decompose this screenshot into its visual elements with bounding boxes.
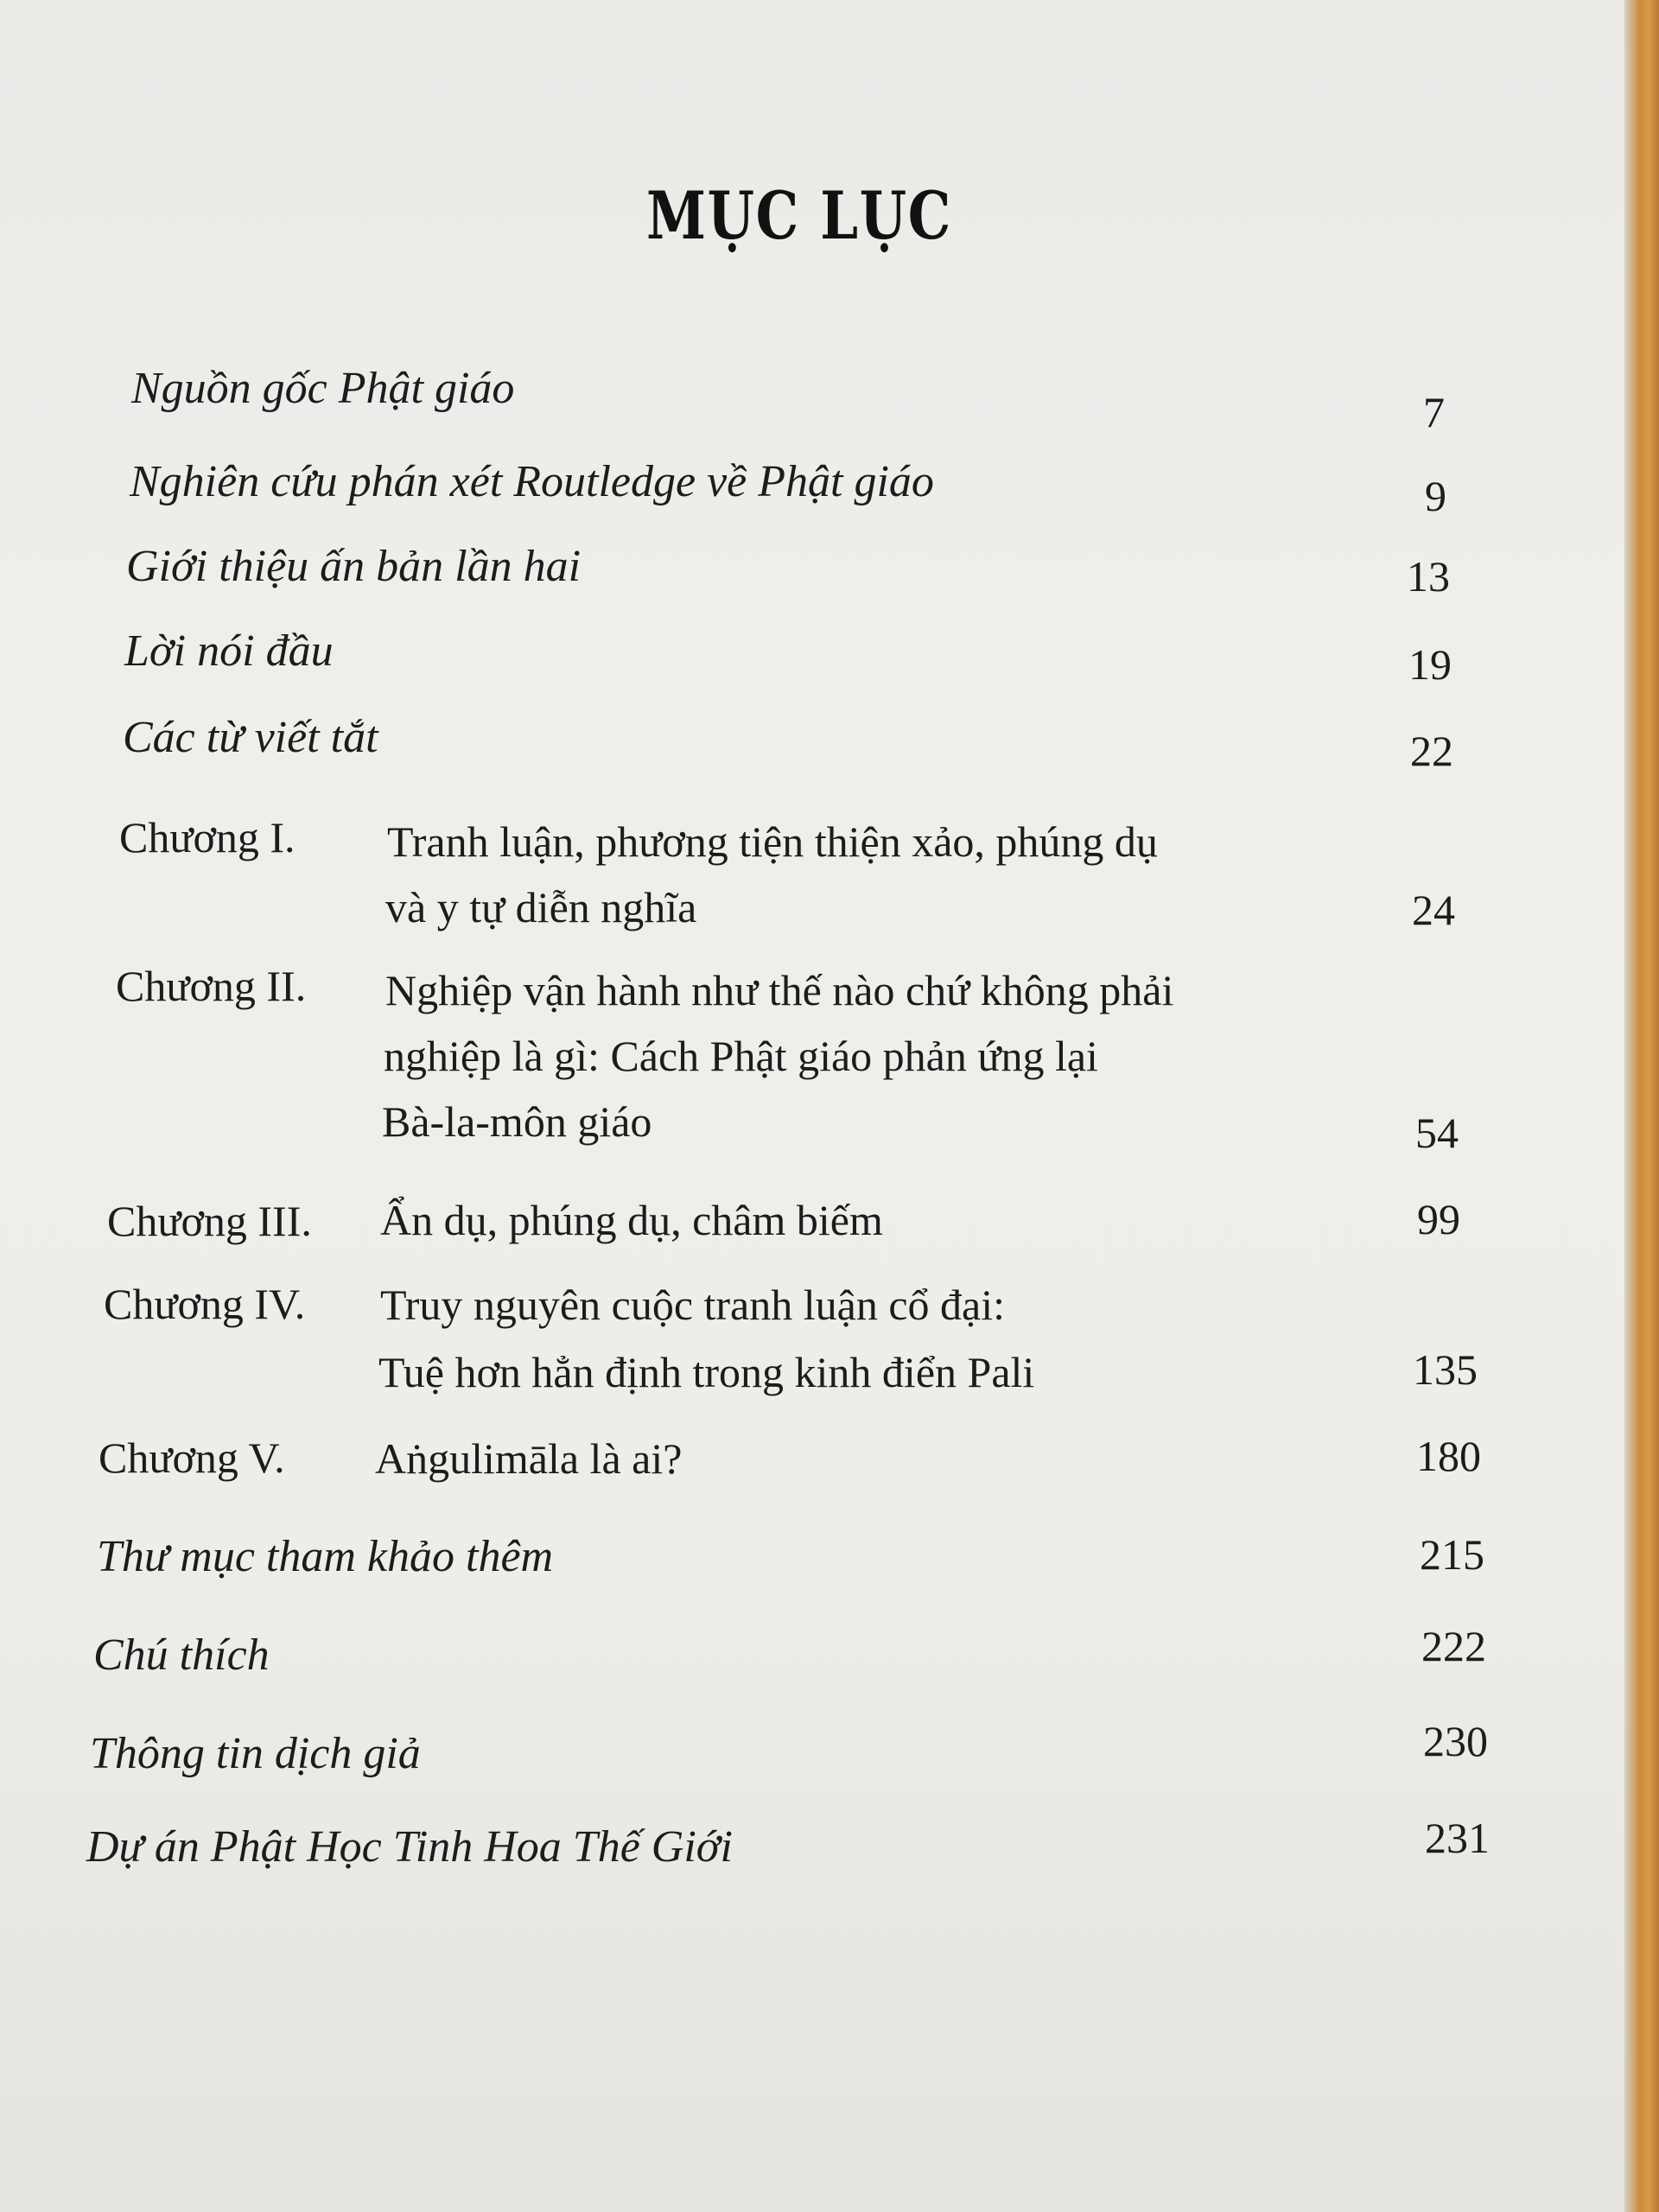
chapter-label: Chương V. [99,1433,285,1482]
chapter-page: 180 [1416,1432,1481,1480]
chapter-page: 24 [1412,886,1455,934]
chapter-page: 135 [1413,1345,1478,1394]
book-spine-edge [1624,0,1659,2212]
chapter-label: Chương III. [107,1197,312,1245]
toc-entry-title: Thông tin dịch giả [90,1729,421,1778]
chapter-title-line: và y tự diễn nghĩa [385,883,697,931]
chapter-title-line: Tuệ hơn hẳn định trong kinh điển Pali [378,1348,1035,1396]
toc-entry-page: 215 [1420,1530,1484,1579]
chapter-title-line: Nghiệp vận hành như thế nào chứ không phải [385,966,1174,1014]
chapter-label: Chương II. [116,962,307,1010]
chapter-label: Chương I. [119,813,296,861]
toc-entry-page: 222 [1421,1622,1486,1670]
toc-entry-page: 22 [1410,727,1453,775]
toc-entry-page: 9 [1425,472,1446,520]
toc-entry-title: Thư mục tham khảo thêm [97,1532,554,1581]
chapter-title-line: Ẩn dụ, phúng dụ, châm biếm [380,1196,883,1244]
toc-entry-page: 13 [1407,552,1450,601]
toc-entry-title: Dự án Phật Học Tinh Hoa Thế Giới [86,1822,734,1872]
chapter-title-line: Truy nguyên cuộc tranh luận cổ đại: [380,1281,1005,1329]
chapter-title-line: nghiệp là gì: Cách Phật giáo phản ứng lại [384,1032,1098,1080]
chapter-label: Chương IV. [104,1280,306,1328]
toc-entry-title: Nghiên cứu phán xét Routledge về Phật giáo [130,457,934,506]
chapter-page: 54 [1415,1109,1459,1157]
chapter-title-line: Bà-la-môn giáo [382,1097,652,1146]
toc-entry-title: Lời nói đầu [124,626,334,676]
toc-entry-title: Nguồn gốc Phật giáo [131,364,515,413]
toc-entry-page: 230 [1423,1717,1488,1765]
page-title: MỤC LỤC [646,177,952,254]
toc-entry-title: Giới thiệu ấn bản lần hai [126,542,582,591]
toc-entry-page: 19 [1408,640,1452,689]
toc-entry-page: 231 [1425,1814,1490,1862]
toc-entry-page: 7 [1423,388,1445,436]
toc-entry-title: Các từ viết tắt [123,713,378,762]
chapter-title-line: Tranh luận, phương tiện thiện xảo, phúng dụ [387,817,1158,866]
chapter-title-line: Aṅgulimāla là ai? [375,1434,683,1483]
chapter-page: 99 [1417,1195,1460,1243]
toc-entry-title: Chú thích [93,1630,270,1680]
